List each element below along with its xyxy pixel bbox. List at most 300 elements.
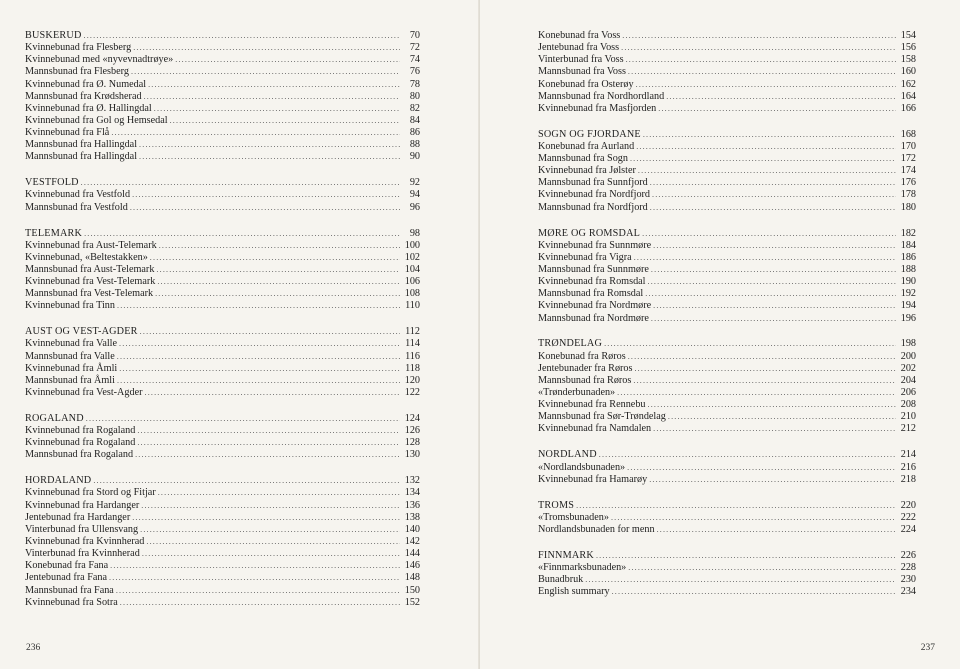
dot-leader <box>621 42 896 54</box>
toc-entry-title: Kvinnebunad fra Valle <box>25 338 118 350</box>
dot-leader <box>628 562 896 574</box>
toc-entry <box>25 500 420 512</box>
toc-entry-title: Kvinnebunad fra Gol og Hemsedal <box>25 114 168 126</box>
toc-entry-page: 192 <box>900 288 916 300</box>
toc-entry-title: Mannsbunad fra Romsdal <box>538 288 644 300</box>
dot-leader <box>650 202 896 214</box>
toc-region-heading <box>25 177 420 189</box>
toc-region-heading <box>538 338 916 350</box>
toc-entry <box>25 585 420 597</box>
dot-leader <box>154 103 400 115</box>
toc-entry-page: 226 <box>900 549 916 561</box>
toc-entry-page: 118 <box>405 362 420 374</box>
toc-entry-page: 94 <box>409 189 420 201</box>
toc-entry <box>25 42 420 54</box>
dot-leader <box>649 474 896 486</box>
dot-leader <box>140 524 400 536</box>
toc-entry-title: MØRE OG ROMSDAL <box>538 227 641 239</box>
toc-entry <box>538 240 916 252</box>
toc-entry <box>25 437 420 449</box>
toc-entry-title: Jentebunad fra Hardanger <box>25 511 131 523</box>
toc-entry-title: Kvinnebunad fra Hardanger <box>25 499 140 511</box>
toc-entry-page: 124 <box>404 412 420 424</box>
toc-entry <box>25 524 420 536</box>
toc-entry-page: 106 <box>404 276 420 288</box>
dot-leader <box>150 252 400 264</box>
toc-entry-page: 154 <box>900 30 916 41</box>
dot-leader <box>110 560 400 572</box>
toc-entry <box>538 202 916 214</box>
toc-entry <box>538 462 916 474</box>
toc-entry <box>25 91 420 103</box>
dot-leader <box>131 66 400 78</box>
toc-entry-page: 228 <box>900 561 916 573</box>
toc-entry-page: 198 <box>900 338 916 350</box>
dot-leader <box>633 375 896 387</box>
toc-entry <box>25 276 420 288</box>
toc-entry <box>25 512 420 524</box>
toc-section <box>25 326 420 399</box>
toc-entry-page: 126 <box>404 425 420 437</box>
toc-entry <box>538 288 916 300</box>
toc-entry-page: 92 <box>409 177 420 189</box>
toc-entry-page: 176 <box>900 177 916 189</box>
dot-leader <box>119 338 400 350</box>
toc-entry-page: 156 <box>900 42 916 54</box>
toc-entry-title: TELEMARK <box>25 227 83 239</box>
toc-entry-page: 140 <box>404 523 420 535</box>
toc-entry-title: Kvinnebunad fra Masfjorden <box>538 102 657 114</box>
toc-entry-title: Kvinnebunad fra Flesberg <box>25 42 132 54</box>
toc-entry <box>25 449 420 461</box>
toc-entry <box>25 375 420 387</box>
toc-entry <box>538 30 916 42</box>
toc-entry-page: 230 <box>900 574 916 586</box>
toc-section <box>25 228 420 313</box>
toc-entry-page: 218 <box>900 473 916 485</box>
toc-entry <box>25 252 420 264</box>
toc-entry-title: Mannsbunad fra Sunnfjord <box>538 177 648 189</box>
toc-entry-title: Kvinnebunad med «nyvevnadtrøye» <box>25 54 174 66</box>
toc-entry <box>25 387 420 399</box>
toc-entry-title: Mannsbunad fra Nordmøre <box>538 312 649 324</box>
dot-leader <box>626 54 896 66</box>
toc-entry-title: Mannsbunad fra Røros <box>538 374 632 386</box>
toc-entry-title: AUST OG VEST-AGDER <box>25 326 138 338</box>
toc-entry-title: TRØNDELAG <box>538 338 603 350</box>
toc-entry-title: Kvinnebunad fra Vestfold <box>25 189 131 201</box>
toc-entry <box>25 66 420 78</box>
toc-entry <box>538 423 916 435</box>
toc-entry-page: 114 <box>405 338 420 350</box>
dot-leader <box>650 177 896 189</box>
dot-leader <box>146 536 400 548</box>
dot-leader <box>636 141 896 153</box>
dot-leader <box>137 437 400 449</box>
toc-entry <box>538 574 916 586</box>
toc-entry-page: 108 <box>404 288 420 300</box>
toc-entry-title: Jentebunader fra Røros <box>538 362 633 374</box>
dot-leader <box>612 586 896 598</box>
toc-entry-page: 104 <box>404 263 420 275</box>
toc-entry-title: Mannsbunad fra Rogaland <box>25 449 134 461</box>
toc-section <box>538 228 916 325</box>
toc-entry-title: English summary <box>538 586 610 598</box>
dot-leader <box>141 500 400 512</box>
dot-leader <box>627 462 896 474</box>
toc-region-heading <box>25 30 420 42</box>
dot-leader <box>144 91 400 103</box>
toc-entry <box>25 548 420 560</box>
toc-entry <box>538 586 916 598</box>
toc-entry-page: 214 <box>900 449 916 461</box>
dot-leader <box>133 42 400 54</box>
toc-entry-page: 202 <box>900 362 916 374</box>
toc-region-heading <box>25 413 420 425</box>
toc-entry <box>25 151 420 163</box>
toc-entry-title: Nordlandsbunaden for menn <box>538 523 655 535</box>
toc-entry-title: Konebunad fra Voss <box>538 30 621 41</box>
toc-entry-page: 70 <box>409 30 420 41</box>
toc-entry-title: Mannsbunad fra Nordfjord <box>538 201 648 213</box>
toc-entry-page: 136 <box>404 499 420 511</box>
toc-entry <box>25 487 420 499</box>
toc-entry-title: Kvinnebunad fra Stord og Fitjar <box>25 487 156 499</box>
toc-entry <box>25 79 420 91</box>
toc-section <box>25 413 420 462</box>
toc-entry-title: Jentebunad fra Voss <box>538 42 620 54</box>
toc-entry-page: 200 <box>900 350 916 362</box>
dot-leader <box>599 449 896 461</box>
toc-entry <box>25 115 420 127</box>
toc-column-left <box>25 30 420 623</box>
toc-entry <box>25 597 420 609</box>
toc-entry <box>25 572 420 584</box>
toc-entry-title: Kvinnebunad fra Rogaland <box>25 425 136 437</box>
dot-leader <box>642 228 896 240</box>
dot-leader <box>119 363 400 375</box>
dot-leader <box>130 202 400 214</box>
toc-entry <box>25 338 420 350</box>
toc-entry-title: Kvinnebunad, «Beltestakken» <box>25 251 148 263</box>
toc-entry-page: 130 <box>404 449 420 461</box>
toc-entry-title: Kvinnebunad fra Flå <box>25 127 110 139</box>
toc-entry <box>538 411 916 423</box>
toc-section <box>538 500 916 536</box>
toc-entry <box>25 264 420 276</box>
dot-leader <box>117 375 400 387</box>
toc-entry-page: 88 <box>409 139 420 151</box>
toc-entry <box>538 276 916 288</box>
dot-leader <box>653 240 896 252</box>
toc-entry-page: 80 <box>409 90 420 102</box>
dot-leader <box>159 240 400 252</box>
toc-entry-title: Kvinnebunad fra Namdalen <box>538 423 652 435</box>
toc-entry-title: BUSKERUD <box>25 30 82 41</box>
toc-entry-page: 78 <box>409 78 420 90</box>
toc-region-heading <box>25 475 420 487</box>
toc-entry-page: 174 <box>900 165 916 177</box>
toc-entry-title: Mannsbunad fra Nordhordland <box>538 90 665 102</box>
dot-leader <box>139 151 400 163</box>
toc-entry-page: 204 <box>900 374 916 386</box>
toc-entry-title: HORDALAND <box>25 475 92 487</box>
toc-entry-page: 172 <box>900 153 916 165</box>
toc-entry-page: 166 <box>900 102 916 114</box>
toc-entry-page: 182 <box>900 227 916 239</box>
toc-entry <box>538 363 916 375</box>
toc-entry <box>538 474 916 486</box>
toc-entry-page: 180 <box>900 201 916 213</box>
dot-leader <box>155 288 400 300</box>
toc-entry-title: Kvinnebunad fra Sotra <box>25 596 118 608</box>
dot-leader <box>111 127 400 139</box>
toc-entry <box>538 264 916 276</box>
toc-entry-title: Mannsbunad fra Vestfold <box>25 201 128 213</box>
toc-entry <box>25 127 420 139</box>
toc-entry-page: 210 <box>900 411 916 423</box>
toc-entry-page: 132 <box>404 475 420 487</box>
right-page <box>480 0 960 669</box>
toc-entry <box>538 177 916 189</box>
toc-entry-title: Kvinnebunad fra Nordmøre <box>538 300 652 312</box>
toc-entry-page: 120 <box>404 374 420 386</box>
page-number-left: 236 <box>26 643 41 653</box>
dot-leader <box>652 189 896 201</box>
toc-entry <box>538 300 916 312</box>
toc-entry <box>538 313 916 325</box>
toc-entry <box>25 425 420 437</box>
toc-entry <box>538 103 916 115</box>
dot-leader <box>132 189 400 201</box>
toc-entry-page: 110 <box>405 300 420 312</box>
toc-entry-title: Kvinnebunad fra Vigra <box>538 251 632 263</box>
toc-entry-title: Konebunad fra Aurland <box>538 140 635 152</box>
toc-entry-page: 194 <box>900 300 916 312</box>
toc-entry-title: «Tromsbunaden» <box>538 511 609 523</box>
dot-leader <box>622 30 896 42</box>
toc-entry-title: Mannsbunad fra Sogn <box>538 153 628 165</box>
toc-entry-page: 138 <box>404 511 420 523</box>
toc-entry-title: Kvinnebunad fra Nordfjord <box>538 189 651 201</box>
toc-entry <box>538 141 916 153</box>
dot-leader <box>139 139 400 151</box>
toc-entry-page: 206 <box>900 387 916 399</box>
toc-entry-title: Kvinnebunad fra Tinn <box>25 300 115 312</box>
toc-section <box>25 30 420 164</box>
dot-leader <box>668 411 896 423</box>
toc-entry <box>538 252 916 264</box>
toc-entry-title: Kvinnebunad fra Kvinnherad <box>25 536 145 548</box>
toc-entry-page: 216 <box>900 461 916 473</box>
toc-entry-title: NORDLAND <box>538 449 597 461</box>
dot-leader <box>158 487 400 499</box>
dot-leader <box>638 165 896 177</box>
dot-leader <box>634 252 896 264</box>
toc-entry-page: 164 <box>900 90 916 102</box>
toc-entry-title: Mannsbunad fra Aust-Telemark <box>25 263 155 275</box>
toc-entry-title: Mannsbunad fra Vest-Telemark <box>25 288 154 300</box>
toc-entry-title: «Nordlandsbunaden» <box>538 461 626 473</box>
toc-entry-title: Vinterbunad fra Kvinnherad <box>25 548 140 560</box>
toc-entry-title: Mannsbunad fra Sunnmøre <box>538 263 649 275</box>
toc-entry-title: Mannsbunad fra Flesberg <box>25 66 129 78</box>
toc-entry-title: ROGALAND <box>25 412 84 424</box>
dot-leader <box>135 449 400 461</box>
dot-leader <box>116 585 400 597</box>
toc-entry-page: 102 <box>404 251 420 263</box>
dot-leader <box>117 300 400 312</box>
toc-region-heading <box>538 129 916 141</box>
dot-leader <box>648 276 896 288</box>
toc-section <box>538 550 916 599</box>
dot-leader <box>611 512 896 524</box>
toc-entry-page: 184 <box>900 239 916 251</box>
toc-entry-page: 220 <box>900 499 916 511</box>
dot-leader <box>81 177 400 189</box>
toc-region-heading <box>538 500 916 512</box>
dot-leader <box>617 387 896 399</box>
toc-entry-title: SOGN OG FJORDANE <box>538 128 641 140</box>
toc-entry-page: 168 <box>900 128 916 140</box>
toc-entry <box>25 189 420 201</box>
dot-leader <box>648 399 896 411</box>
toc-entry-page: 162 <box>900 78 916 90</box>
toc-entry-title: Mannsbunad fra Voss <box>538 66 626 78</box>
toc-entry-title: Bunadbruk <box>538 574 584 586</box>
dot-leader <box>140 326 400 338</box>
toc-entry-title: Kvinnebunad fra Hamarøy <box>538 473 648 485</box>
toc-section <box>25 475 420 609</box>
toc-section <box>538 30 916 115</box>
toc-entry-title: Mannsbunad fra Hallingdal <box>25 151 138 163</box>
toc-entry-title: Mannsbunad fra Sør-Trøndelag <box>538 411 666 423</box>
toc-region-heading <box>538 228 916 240</box>
page-number-right: 237 <box>920 643 935 653</box>
dot-leader <box>84 228 400 240</box>
toc-entry-page: 122 <box>404 387 420 399</box>
toc-entry-page: 84 <box>409 114 420 126</box>
dot-leader <box>142 548 400 560</box>
dot-leader <box>636 79 896 91</box>
toc-region-heading <box>538 449 916 461</box>
toc-entry-page: 158 <box>900 54 916 66</box>
toc-entry-page: 74 <box>409 54 420 66</box>
dot-leader <box>653 423 896 435</box>
toc-entry-title: «Trønderbunaden» <box>538 387 616 399</box>
toc-entry-title: «Finnmarksbunaden» <box>538 561 627 573</box>
dot-leader <box>132 512 400 524</box>
toc-entry <box>538 351 916 363</box>
toc-entry <box>538 512 916 524</box>
toc-entry-title: Kvinnebunad fra Åmli <box>25 362 118 374</box>
dot-leader <box>628 351 896 363</box>
toc-entry <box>538 91 916 103</box>
toc-entry-page: 112 <box>405 326 420 338</box>
toc-entry-title: Mannsbunad fra Åmli <box>25 374 115 386</box>
toc-region-heading <box>25 326 420 338</box>
toc-region-heading <box>25 228 420 240</box>
dot-leader <box>109 572 400 584</box>
toc-entry-page: 170 <box>900 140 916 152</box>
toc-section <box>538 338 916 435</box>
toc-entry-title: Vinterbunad fra Ullensvang <box>25 523 139 535</box>
toc-entry-page: 234 <box>900 586 916 598</box>
toc-entry-title: Kvinnebunad fra Vest-Agder <box>25 387 143 399</box>
dot-leader <box>585 574 896 586</box>
toc-entry <box>538 42 916 54</box>
dot-leader <box>653 300 896 312</box>
dot-leader <box>604 338 896 350</box>
dot-leader <box>170 115 400 127</box>
toc-entry-page: 142 <box>404 536 420 548</box>
toc-entry-page: 208 <box>900 399 916 411</box>
dot-leader <box>651 264 896 276</box>
toc-entry-title: Konebunad fra Fana <box>25 560 109 572</box>
toc-entry-page: 116 <box>405 350 420 362</box>
dot-leader <box>657 524 896 536</box>
toc-entry <box>25 288 420 300</box>
toc-entry-title: Kvinnebunad fra Ø. Hallingdal <box>25 102 152 114</box>
toc-entry-page: 196 <box>900 312 916 324</box>
toc-entry-page: 100 <box>404 239 420 251</box>
dot-leader <box>634 363 896 375</box>
dot-leader <box>84 30 400 42</box>
toc-entry <box>25 363 420 375</box>
toc-entry-page: 146 <box>404 560 420 572</box>
toc-entry-title: Mannsbunad fra Krødsherad <box>25 90 142 102</box>
toc-entry-title: Kvinnebunad fra Romsdal <box>538 276 646 288</box>
toc-entry-title: TROMS <box>538 499 575 511</box>
dot-leader <box>628 66 896 78</box>
toc-entry-page: 188 <box>900 263 916 275</box>
toc-entry-page: 90 <box>409 151 420 163</box>
toc-entry-page: 82 <box>409 102 420 114</box>
toc-entry-title: Vinterbunad fra Voss <box>538 54 624 66</box>
dot-leader <box>576 500 896 512</box>
toc-entry-page: 98 <box>409 227 420 239</box>
toc-entry <box>538 562 916 574</box>
toc-entry-title: Jentebunad fra Fana <box>25 572 108 584</box>
toc-entry-page: 224 <box>900 523 916 535</box>
toc-entry-title: Kvinnebunad fra Jølster <box>538 165 636 177</box>
toc-entry-title: Kvinnebunad fra Vest-Telemark <box>25 276 156 288</box>
toc-entry-title: Kvinnebunad fra Rogaland <box>25 437 136 449</box>
toc-entry-page: 86 <box>409 127 420 139</box>
dot-leader <box>117 351 400 363</box>
dot-leader <box>93 475 400 487</box>
toc-entry-title: Kvinnebunad fra Sunnmøre <box>538 239 652 251</box>
toc-section <box>538 129 916 214</box>
toc-entry-title: Konebunad fra Røros <box>538 350 626 362</box>
toc-entry <box>538 165 916 177</box>
dot-leader <box>645 288 896 300</box>
dot-leader <box>658 103 896 115</box>
toc-entry <box>25 240 420 252</box>
toc-entry <box>538 79 916 91</box>
toc-entry-page: 186 <box>900 251 916 263</box>
toc-entry-page: 160 <box>900 66 916 78</box>
toc-entry-page: 152 <box>404 596 420 608</box>
toc-entry <box>538 399 916 411</box>
toc-entry <box>538 66 916 78</box>
toc-entry-page: 72 <box>409 42 420 54</box>
toc-entry-title: Mannsbunad fra Valle <box>25 350 115 362</box>
toc-entry <box>25 351 420 363</box>
toc-entry-title: VESTFOLD <box>25 177 79 189</box>
toc-entry <box>25 139 420 151</box>
toc-entry <box>538 524 916 536</box>
